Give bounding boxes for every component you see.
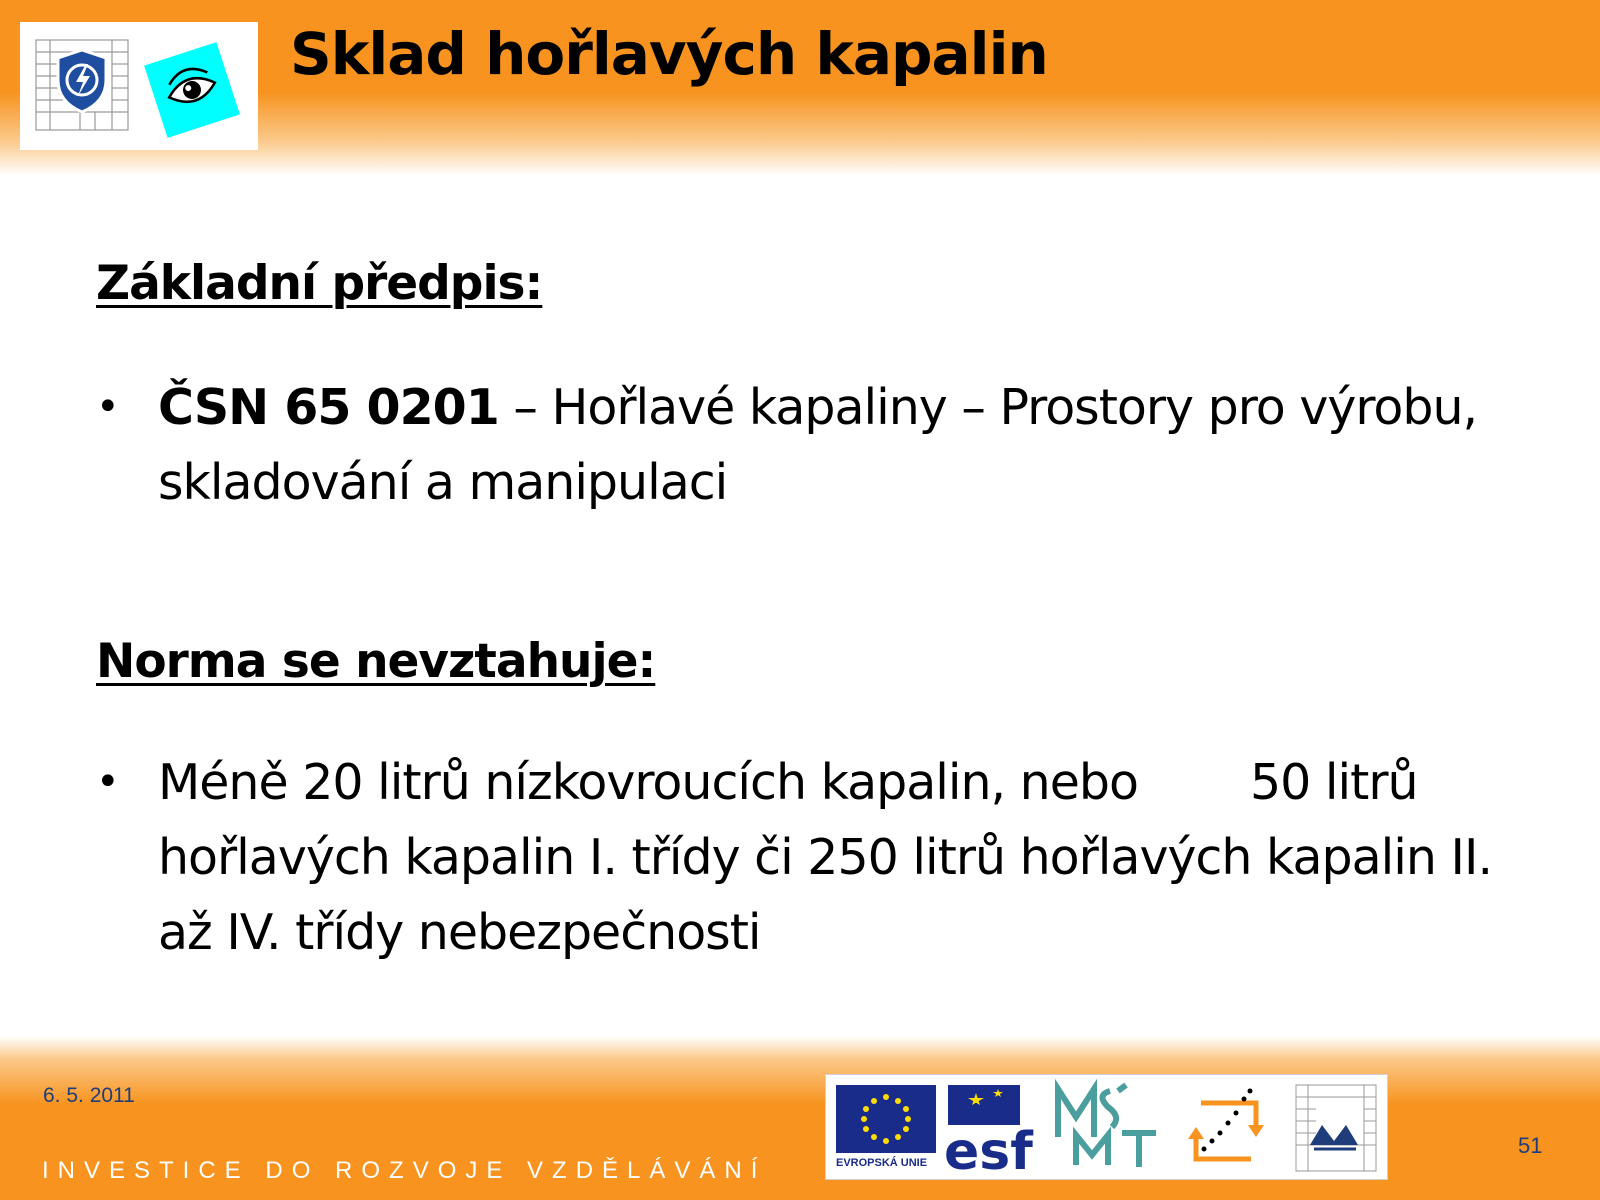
bullet-icon: •	[96, 759, 119, 805]
footer-logo-strip	[825, 1074, 1388, 1180]
university-logo	[1296, 1085, 1376, 1171]
list-item	[96, 745, 1516, 970]
bullet-list-exceptions	[96, 745, 1516, 970]
header-logos-svg	[20, 22, 258, 150]
list-item	[96, 370, 1516, 520]
section-heading-basic-regulation: Základní předpis:	[96, 256, 543, 311]
svg-text:esf: esf	[944, 1122, 1033, 1181]
exception-text-part-2: 50 litrů hořlavých kapalin I. třídy či 250 litrů hořlavých kapalin II. až IV. třídy nebezpečnosti	[158, 754, 1493, 961]
exception-text-part-1: Méně 20 litrů nízkovroucích kapalin, nebo	[158, 754, 1138, 811]
page-number: 51	[1518, 1133, 1543, 1158]
bullet-icon: •	[96, 384, 119, 430]
section-heading-exceptions: Norma se nevztahuje:	[96, 634, 656, 689]
bullet-text	[158, 754, 1492, 961]
eu-caption: EVROPSKÁ UNIE	[836, 1157, 928, 1169]
eu-flag-logo	[836, 1085, 936, 1153]
bullet-list-regulation	[96, 370, 1516, 520]
shield-lightning-logo	[36, 40, 128, 130]
eye-logo	[144, 42, 240, 138]
slide-title: Sklad hořlavých kapalin	[290, 20, 1048, 88]
bullet-text	[158, 379, 1477, 511]
header-logo-box	[20, 22, 258, 150]
footer-tagline: INVESTICE DO ROZVOJE VZDĚLÁVÁNÍ	[42, 1157, 767, 1184]
standard-code: ČSN 65 0201	[158, 379, 499, 436]
esf-logo	[944, 1085, 1034, 1181]
footer-date: 6. 5. 2011	[43, 1084, 135, 1107]
standard-description: – Hořlavé kapaliny – Prostory pro výrobu, skladování a manipulaci	[158, 379, 1478, 511]
op-vk-logo	[1188, 1089, 1264, 1160]
msmt-logo	[1058, 1085, 1156, 1167]
